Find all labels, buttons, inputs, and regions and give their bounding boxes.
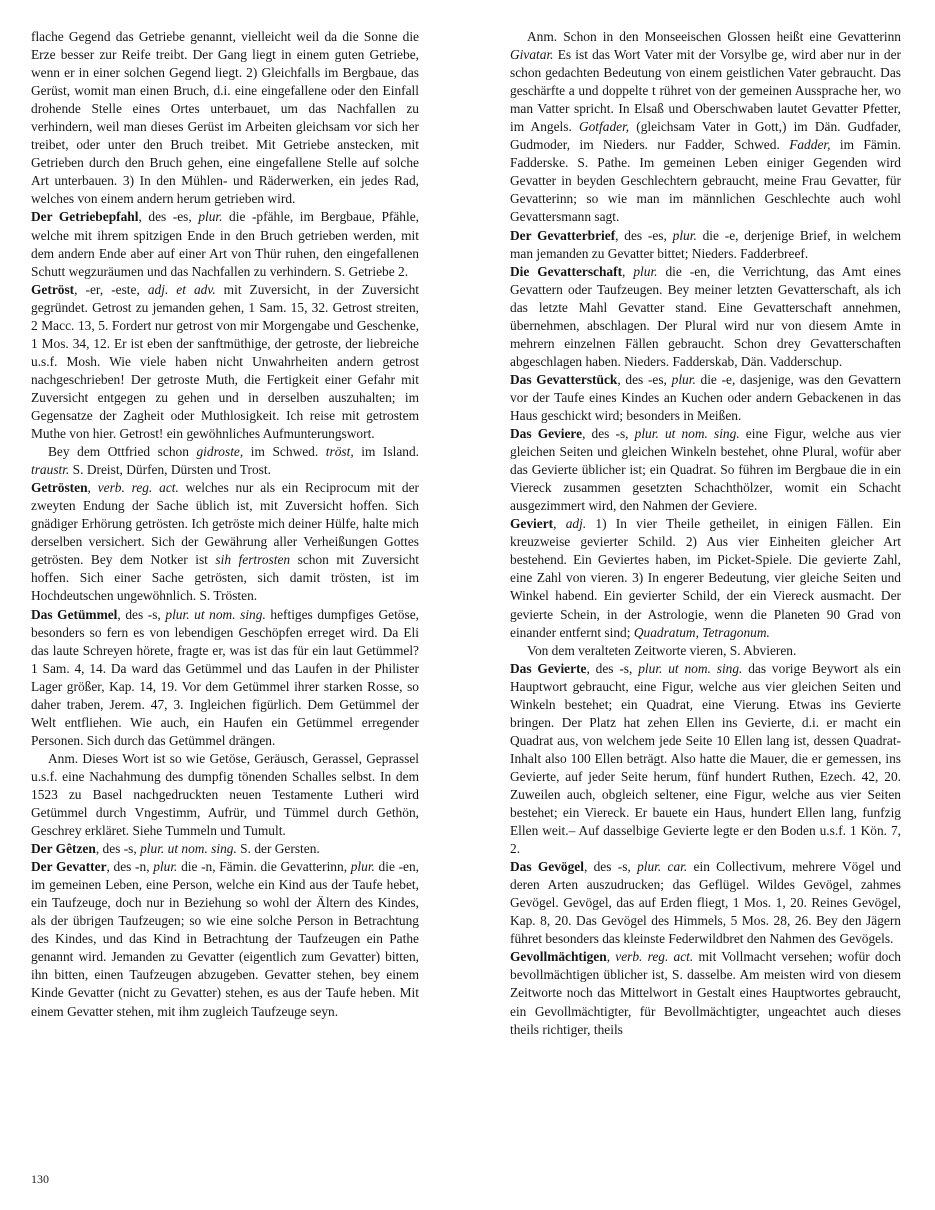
dictionary-entry [510,263,901,371]
dictionary-entry [510,371,901,425]
headword: Das Gevierte [510,660,587,676]
entry-text: das vorige Beywort als ein Hauptwort gebraucht, eine Figur, welche aus vier gleichen Seiten und Winkeln bestehet; ein Quadrat, eine Vierung. Etwas ins Gevierte bringen. Der Platz hat zehen Ellen ins Gevierte, d.i. er macht ein Quadrat aus, von welchem jede Seite 10 Ellen lang ist, dessen Quadrat-Inhalt also 100 Ellen beträgt. Also hatte die Mauer, die er gemessen, ins Gevierte, auf jeder Seite herum, fünf hundert Ruthen, Ezech. 42, 20. Zuweilen auch, obgleich seltener, eine Figur, welche aus vier Seiten bestehet; ein Viereck. Er bauete ein Haus, hundert Ellen lang, funfzig Ellen weit.– Auf dasselbige Gevierte legte er den Boden u.s.f. 1 Kön. 7, 2. [510,660,901,857]
headword: Die Gevatterschaft [510,263,623,279]
entry-text: mit Zuversicht, in der Zuversicht gegründet. Getrost zu jemanden gehen, 1 Sam. 15, 32. Getrost streiten, 2 Macc. 13, 5. Fordert nur getrost von mir Morgengabe und Geschenke, 1 Mos. 34, 12. Er ist eben der sanftmüthige, der getroste, der liebreiche u.s.f. Mosh. Wie viele haben nicht Unwahrheiten andern getrost nachgeschrieben! Der getroste Muth, die Fertigkeit einer Gefahr mit Zuversicht entgegen zu gehen und in derselben auszuhalten; im Gegensatze der Zagheit oder Muthlosigkeit. Ich reise mit getrostem Muthe von hier. Getrost! ein gewöhnliches Aufmunterungswort. [31,281,419,442]
dictionary-entry [31,606,419,750]
dictionary-entry [31,840,419,858]
headword: Der Gêtzen [31,841,96,857]
entry-text: ein Collectivum, mehrere Vögel und deren Arten auszudrucken; das Geflügel. Wildes Gevögel, zahmes Gevögel. Gevögel, das auf Erden fliegt, 1 Mos. 1, 20. Reines Gevögel, Kap. 8, 20. Das Gevögel des Himmels, 5 Mos. 28, 26. Bey den Jägern führet besonders das kleinste Federwildbret den Nahmen des Gevögels. [510,859,901,947]
dictionary-entry [510,858,901,948]
entry-text: Anm. Schon in den Monseeischen Glossen heißt eine Gevatterinn [527,29,901,44]
italic-term: adj. et adv. [147,281,216,297]
entry-text: heftiges dumpfiges Getöse, besonders so fern es von lebendigen Geschöpfen erreget wird. Da Eli das laute Schreyen hörete, fragte er, was ist das für ein laut Getümmel? 1 Sam. 4, 14. Da ward das Getümmel und das Laufen in der Philister Lager größer, Kap. 14, 19. Vor dem Getümmel ihrer starken Rosse, so daher traben, Jerem. 47, 3. Ingleichen figürlich. Dem Getümmel der Welt entfliehen. Wie auch, ein Haufen ein Getümmel erregender Personen. Sich durch das Getümmel drängen. [31,606,419,748]
italic-term: plur. ut nom. sing. [165,606,266,622]
entry-text: die -pfähle, im Bergbaue, Pfähle, welche mit ihrem spitzigen Ende in den Bruch getrieben werden, mit dem andern Ende aber auf einer Art von Thür ruhen, den eingefallenen Schutt wegzuräumen und das Nachfallen zu verhindern. S. Getriebe 2. [31,209,419,279]
entry-text: , [606,949,616,965]
italic-term: adj. [565,516,587,532]
italic-term: verb. reg. act. [97,480,179,496]
entry-text: im Schwed. [243,444,326,460]
entry-text: , [553,516,566,532]
headword: Getröst [31,281,75,297]
entry-text: 1) In vier Theile getheilet, in einigen Fällen. Ein kreuzweise gevierter Schild. 2) Aus vier Einheiten gleicher Art bestehend. Ein Geviertes haben, im Picket-Spiele. Die gevierte Zahl, eine Zahl von vieren. 3) In engerer Bedeutung, vier gleiche Seiten und Winkel habend. Ein gevierter Schild, der ein Viereck ausmacht. Der gevierte Schein, in der Astrologie, wenn die Planeten 90 Grad von einander entfernt sind; [510,516,901,640]
dictionary-page [31,28,901,1168]
entry-text: , des -s, [95,841,141,857]
headword: Geviert [510,516,554,532]
italic-term: plur. ut nom. sing. [140,841,237,857]
entry-text: S. der Gersten. [236,841,320,857]
entry-text: die -n, Fämin. die Gevatterinn, [177,859,351,875]
entry-text: welches nur als ein Reciprocum mit der zweyten Endung der Sache üblich ist, mit Zuversicht hoffen. Sich gnädiger Erhörung getrösten. Ich getröste mich deiner Hülfe, halte mich derselben versichert. Sich der Gewährung aller Verheißungen Gottes getrösten. Bey dem Notker ist [31,480,419,568]
entry-text: , des -es, [617,371,672,387]
entry-text: , des -es, [138,209,199,225]
headword: Das Gevögel [510,859,584,875]
dictionary-entry [510,227,901,263]
dictionary-entry [510,660,901,859]
entry-continuation [31,28,419,208]
italic-term: plur. [198,209,223,225]
headword: Getrösten [31,480,88,496]
headword: Das Geviere [510,426,583,442]
italic-term: Fadder, [789,137,831,153]
entry-text: , des -s, [586,660,639,676]
italic-term: verb. reg. act. [615,949,694,965]
italic-term: plur. [672,227,697,243]
entry-text: S. Dreist, Dürfen, Dürsten und Trost. [69,462,271,478]
italic-term: Gotfader, [578,119,630,135]
headword: Der Gevatter [31,859,107,875]
italic-term: sih fertrosten [215,552,291,568]
entry-text: Von dem veralteten Zeitworte vieren, S. Abvieren. [527,642,797,658]
italic-term: plur. ut nom. sing. [638,660,743,676]
italic-term: plur. car. [637,859,688,875]
entry-text: flache Gegend das Getriebe genannt, vielleicht weil da die Sonne die Erze besser zur Reife treibt. Der Gang liegt in einem guten Getriebe, wenn er in einer solchen Gegend liegt. 2) Gleichfalls im Bergbaue, das Gerüst, womit man einen Bruch, d.i. eine eingefallene oder den Einfall drohende Stelle eines Ortes unterbauet, um das Nachfallen zu verhindern, weil man dieses Gerüst im Arbeiten gleichsam vor sich her treibet, oder unter den Bruch treibet. Mit Getriebe anstecken, mit Getrieben durch den Bruch gehen, eine eingefallene Stelle auf solche Art unterbauen. 3) In den Mühlen- und Räderwerken, ein jedes Rad, welches von einem andern herum getrieben wird. [31,29,419,207]
italic-term: plur. [153,859,178,875]
dictionary-entry [510,425,901,515]
italic-term: plur. [633,263,658,279]
entry-text: die -e, derjenige Brief, in welchem man jemanden zu Gevatter bittet; Nieders. Fadderbreef. [510,227,901,261]
page-number: 130 [31,1172,49,1186]
entry-text: Anm. Dieses Wort ist so wie Getöse, Geräusch, Gerassel, Geprassel u.s.f. eine Nachahmung des dumpfig tönenden Schalles selbst. In dem 1523 zu Basel nachgedruckten neuen Testamente Lutheri wird Getümmel durch Vngestimm, Aufrür, und Tümmel durch Gethön, Geschrey erkläret. Siehe Tummeln und Tumult. [31,750,419,839]
entry-text: die -en, die Verrichtung, das Amt eines Gevattern oder Taufzeugen. Bey meiner letzten Gevatterschaft, als ich das letzte Mahl Gevatter stand. Eine Gevatterschaft annehmen, übernehmen, abschlagen. Der Plural wird nur von diesem Amte in mehrern einzelnen Fällen gebraucht. Schon drey Gevatterschaften abgeschlagen haben. Nieders. Fadderskab, Dän. Vadderschup. [510,263,901,369]
entry-note [510,28,901,227]
entry-text: die -e, dasjenige, was den Gevattern vor der Taufe eines Kindes an Kuchen oder andern Gebackenen in das Haus geschickt wird; besonders in Meißen. [510,371,901,423]
dictionary-entry [31,858,419,1020]
entry-text: , [622,263,634,279]
italic-term: traustr. [31,462,70,478]
entry-text: (gleichsam Vater in Gott,) im Dän. Gudfader, Gudmoder, im Nieders. nur Fadder, Schwed. [510,119,901,153]
dictionary-entry [31,479,419,605]
entry-text: Es ist das Wort Vater mit der Vorsylbe ge, wird aber nur in der schon gedachten Bedeutung von einem geistlichen Vater gebraucht. Das geschärfte a und doppelte t rühret von der gemeinen Aussprache her, wo man Vatter spricht. In Elsaß und Oberschwaben lautet Gevatter Pfetter, im Angels. [510,47,901,135]
headword: Gevollmächtigen [510,949,607,965]
entry-text: im Island. [353,444,419,460]
italic-term: tröst, [325,444,354,460]
right-column [510,28,901,1168]
italic-term: plur. [671,371,696,387]
entry-text: Bey dem Ottfried schon [48,444,197,460]
entry-text: im Fämin. Fadderske. S. Pathe. Im gemeinen Leben einiger Gegenden wird Gevatter in beyden Geschlechtern gebraucht, meine Frau Gevatter, für Gevatterinn; so wie man im männlichen Geschlechte auch wohl Gevattersmann sagt. [510,137,901,225]
entry-text: eine Figur, welche aus vier gleichen Seiten und gleichen Winkeln bestehet, ohne Plural, wofür aber das Gevierte üblicher ist; ein Quadrat. So führen im Bergbaue die in ein Viereck zusammen gesetzten Schachthölzer, womit ein Schacht ausgezimmert wird, den Nahmen der Geviere. [510,426,901,514]
entry-note [31,443,419,479]
entry-note [510,642,901,660]
entry-text: , des -n, [106,859,154,875]
headword: Der Gevatterbrief [510,227,616,243]
entry-text: schon mit Zuversicht hoffen. Sich einer Sache getrösten, sich damit trösten, ist im Hochdeutschen ungewöhnlich. S. Trösten. [31,552,419,604]
dictionary-entry [31,281,419,443]
italic-term: plur. ut nom. sing. [634,426,740,442]
entry-text: , des -s, [583,859,638,875]
dictionary-entry [510,948,901,1038]
entry-note [31,750,419,840]
left-column [31,28,419,1168]
italic-term: gidroste, [196,444,244,460]
dictionary-entry [31,208,419,280]
entry-text: mit Vollmacht versehen; wofür doch bevollmächtigen üblicher ist, S. dasselbe. Am meisten wird von diesem Zeitworte noch das Mittelwort in Gestalt eines Hauptwortes gebraucht, ein Gevollmächtigter, für Bevollmächtigter, ungeachtet auch dieses theils richtiger, theils [510,949,901,1037]
headword: Der Getriebepfahl [31,209,139,225]
entry-text: , des -s, [117,606,166,622]
italic-term: plur. [350,859,375,875]
entry-text: , [87,480,98,496]
headword: Das Gevatterstück [510,371,618,387]
entry-text: , des -es, [615,227,673,243]
italic-term: Quadratum, Tetragonum. [633,624,770,640]
entry-text: die -en, im gemeinen Leben, eine Person, welche ein Kind aus der Taufe hebet, ein Taufzeuge, doch nur in Beziehung so wohl der Ältern des Kindes, als der übrigen Taufzeugen; so wie eine solche Person in Betrachtung des Kindes, und das Kind in Betrachtung der Taufzeugen ein Pathe genannt wird. Jemanden zu Gevatter (eigentlich zum Gevatter) bitten, ihn bitten, einen Taufzeugen abzugeben. Gevatter stehen, bey einem Kinde Gevatter (nicht zu Gevatter) stehen, es aus der Taufe heben. Mit einem Gevatter stehen, mit ihm zugleich Taufzeuge seyn. [31,859,419,1019]
entry-text: , -er, -este, [74,281,148,297]
italic-term: Givatar. [510,47,554,63]
headword: Das Getümmel [31,606,118,622]
dictionary-entry [510,515,901,641]
entry-text: , des -s, [582,426,635,442]
